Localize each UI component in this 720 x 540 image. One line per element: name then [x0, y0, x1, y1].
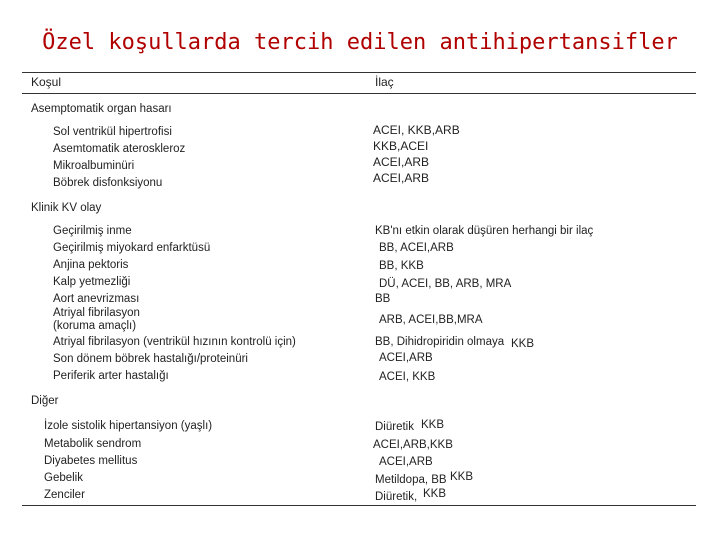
table-row-drug: ACEI,ARB	[379, 352, 433, 364]
header-condition: Koşul	[31, 75, 62, 89]
table-row-condition: Son dönem böbrek hastalığı/proteinüri	[53, 353, 248, 365]
table-row-drug: Metildopa, BB	[375, 474, 447, 486]
table-row-condition: Geçirilmiş inme	[53, 225, 132, 237]
table-row-condition: Periferik arter hastalığı	[53, 370, 169, 382]
table-row-condition: Gebelik	[44, 472, 83, 484]
table-row-drug: BB, KKB	[379, 260, 424, 272]
table-row-condition: Atriyal fibrilasyon (ventrikül hızının kontrolü için)	[53, 336, 296, 348]
table-row-condition: Anjina pektoris	[53, 259, 129, 271]
header-drug: İlaç	[375, 75, 394, 89]
group-label: Diğer	[31, 395, 59, 407]
table-row-condition: Asemtomatik ateroskleroz	[53, 143, 186, 155]
table-row-drug: ACEI,ARB,KKB	[373, 439, 453, 451]
table-row-drug: BB, Dihidropiridin olmaya	[375, 336, 505, 348]
table-row-condition: Böbrek disfonksiyonu	[53, 177, 163, 189]
table-row-condition: Kalp yetmezliği	[53, 276, 131, 288]
group-label: Klinik KV olay	[31, 202, 102, 214]
table-row-drug: ACEI,ARB	[373, 155, 430, 169]
table-top-rule	[22, 72, 696, 73]
page-title: Özel koşullarda tercih edilen antihipertansifler	[42, 30, 678, 55]
table-row-drug-extra: KKB	[450, 471, 474, 483]
table-row-condition: İzole sistolik hipertansiyon (yaşlı)	[44, 420, 213, 432]
table-row-drug: ACEI,ARB	[373, 171, 430, 185]
header-rule	[22, 93, 696, 94]
table-row-condition: Mikroalbuminüri	[53, 160, 135, 172]
table-row-drug: Diüretik,	[375, 491, 418, 503]
table-row-condition-line2: (koruma amaçlı)	[53, 320, 137, 332]
table-row-drug-extra: KKB	[423, 488, 447, 500]
table-row-drug: ACEI,ARB	[379, 456, 433, 468]
table-row-drug: KKB,ACEI	[373, 139, 429, 153]
table-row-condition: Atriyal fibrilasyon	[53, 307, 140, 319]
table-row-condition: Geçirilmiş miyokard enfarktüsü	[53, 242, 211, 254]
table-row-drug-extra: KKB	[511, 338, 535, 350]
table-row-drug: ARB, ACEI,BB,MRA	[379, 314, 483, 326]
table-row-drug: KB'nı etkin olarak düşüren herhangi bir ilaç	[375, 225, 594, 237]
table-row-drug: Diüretik	[375, 421, 414, 433]
group-label: Asemptomatik organ hasarı	[31, 103, 172, 115]
table-row-condition: Zenciler	[44, 489, 85, 501]
table-row-drug: BB, ACEI,ARB	[379, 242, 454, 254]
table-row-condition: Diyabetes mellitus	[44, 455, 138, 467]
table-row-drug: BB	[375, 293, 391, 305]
table-row-drug-extra: KKB	[421, 419, 445, 431]
table-bottom-rule	[22, 505, 696, 506]
table-row-condition: Aort anevrizması	[53, 293, 140, 305]
table-row-condition: Metabolik sendrom	[44, 438, 142, 450]
table-row-drug: ACEI, KKB	[379, 371, 436, 383]
table-row-drug: DÜ, ACEI, BB, ARB, MRA	[379, 278, 512, 290]
table-row-drug: ACEI, KKB,ARB	[373, 123, 460, 137]
table-row-condition: Sol ventrikül hipertrofisi	[53, 126, 172, 138]
